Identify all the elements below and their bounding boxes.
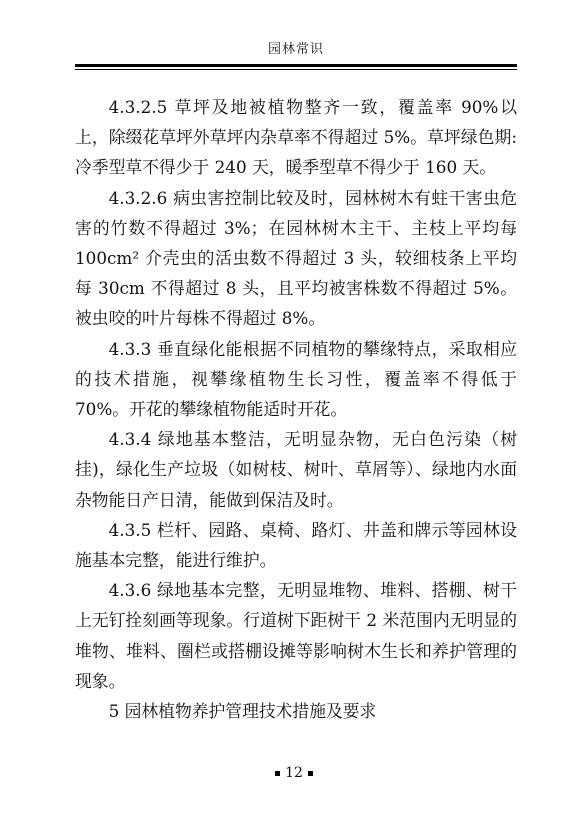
body-text — [75, 92, 517, 726]
paragraph-4-3-3: 4.3.3 垂直绿化能根据不同植物的攀缘特点，采取相应的技术措施，视攀缘植物生长习性，覆盖率不得低于 70%。开花的攀缘植物能适时开花。 — [75, 338, 517, 420]
paragraph-4-3-2-6: 4.3.2.6 病虫害控制比较及时，园林树木有蛀干害虫危害的竹数不得超过 3%；在园林树木主干、主枝上平均每 100cm² 介壳虫的活虫数不得超过 3 头，较细枝条上平均每 30cm 不得超过 8 头，且平均被害株数不得超过 5%。被虫咬的叶片每株不得超过 8%。 — [75, 187, 517, 329]
header-rule-thick — [75, 64, 517, 67]
paragraph-4-3-4: 4.3.4 绿地基本整洁，无明显杂物，无白色污染（树挂)，绿化生产垃圾（如树枝、树叶、草屑等）、绿地内水面杂物能日产日清，能做到保洁及时。 — [75, 429, 517, 510]
page-number: 12 — [285, 765, 303, 781]
paragraph-4-3-6: 4.3.6 绿地基本完整，无明显堆物、堆料、搭棚、树干上无钉拴刻画等现象。行道树下距树干 2 米范围内无明显的堆物、堆料、圈栏或搭棚设摊等影响树木生长和养护管理的现象。 — [75, 580, 517, 691]
header-rule-thin — [75, 69, 517, 70]
paragraph-4-3-2-5: 4.3.2.5 草坪及地被植物整齐一致，覆盖率 90%以上，除缀花草坪外草坪内杂草率不得超过 5%。草坪绿色期:冷季型草不得少于 240 天，暖季型草不得少于 160 天。 — [75, 97, 517, 178]
footer-bullet-left — [275, 771, 280, 776]
running-header: 园林常识 — [267, 42, 324, 57]
page-footer — [0, 765, 588, 781]
section-heading-5: 5 园林植物养护管理技术措施及要求 — [108, 701, 377, 722]
footer-bullet-right — [308, 771, 313, 776]
paragraph-4-3-5: 4.3.5 栏杆、园路、桌椅、路灯、井盖和牌示等园林设施基本完整，能进行维护。 — [75, 519, 517, 571]
